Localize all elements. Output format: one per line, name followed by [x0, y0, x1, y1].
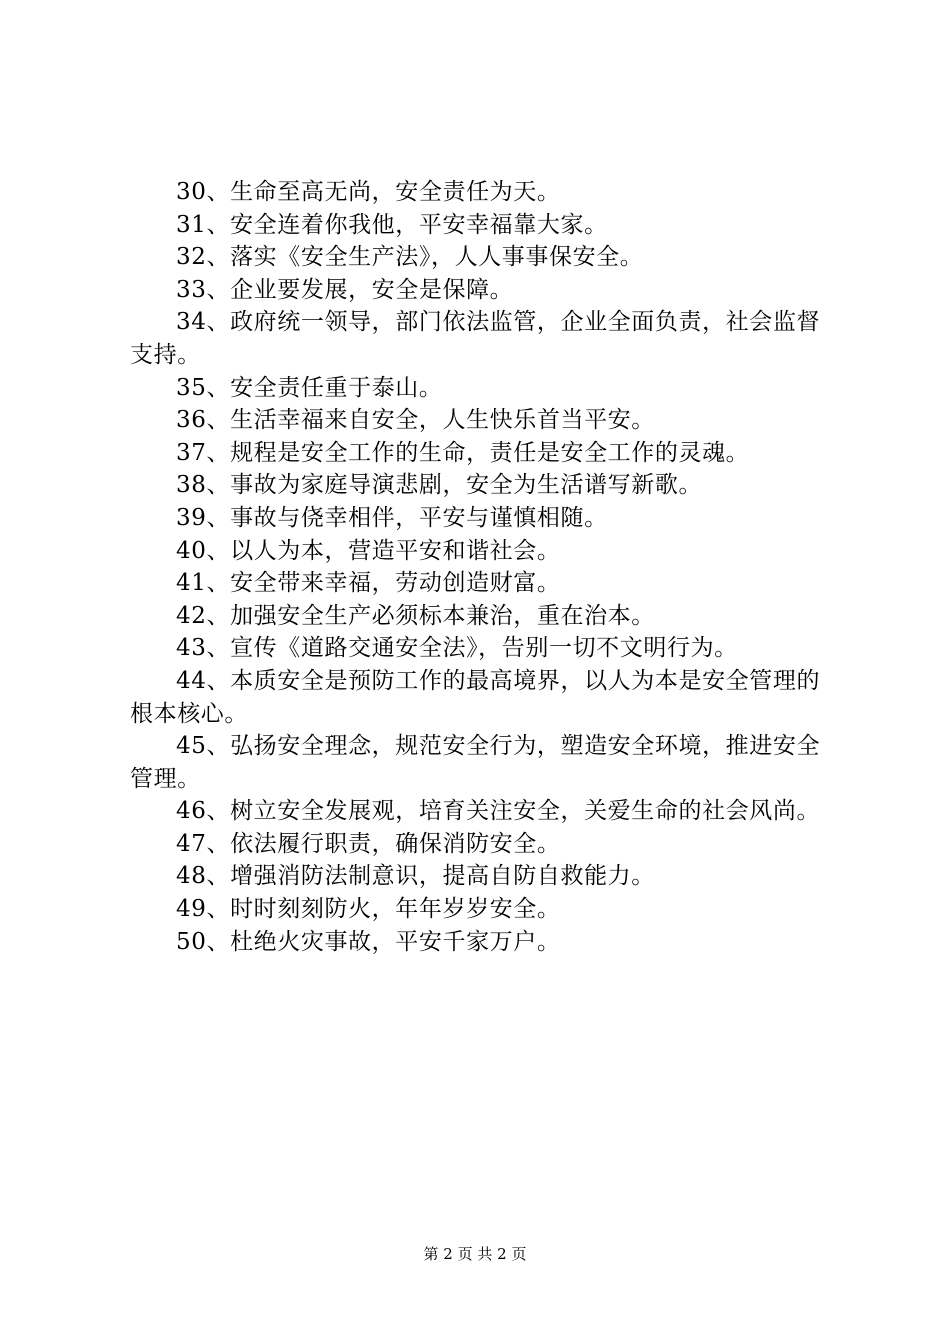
list-item: 45、弘扬安全理念，规范安全行为，塑造安全环境，推进安全管理。 — [130, 733, 821, 792]
list-item: 49、时时刻刻防火，年年岁岁安全。 — [176, 896, 561, 923]
list-item: 33、企业要发展，安全是保障。 — [176, 276, 514, 303]
list-item: 32、落实《安全生产法》，人人事事保安全。 — [176, 244, 644, 271]
page-number-label: 第 2 页 共 2 页 — [423, 1245, 527, 1263]
list-item: 40、以人为本，营造平安和谐社会。 — [176, 537, 561, 564]
slogan-list — [130, 176, 830, 958]
list-item: 46、树立安全发展观，培育关注安全，关爱生命的社会风尚。 — [176, 798, 821, 825]
list-item: 48、增强消防法制意识，提高自防自救能力。 — [176, 863, 655, 890]
list-item: 39、事故与侥幸相伴，平安与谨慎相随。 — [176, 504, 608, 531]
list-item: 41、安全带来幸福，劳动创造财富。 — [176, 570, 561, 597]
page-footer — [0, 1244, 950, 1264]
list-item: 43、宣传《道路交通安全法》，告别一切不文明行为。 — [176, 635, 738, 662]
list-item: 30、生命至高无尚，安全责任为天。 — [176, 179, 561, 205]
list-item: 42、加强安全生产必须标本兼治，重在治本。 — [176, 602, 655, 629]
list-item: 36、生活幸福来自安全，人生快乐首当平安。 — [176, 407, 655, 434]
list-item: 44、本质安全是预防工作的最高境界，以人为本是安全管理的根本核心。 — [130, 667, 821, 727]
list-item: 34、政府统一领导，部门依法监管，企业全面负责，社会监督支持。 — [130, 309, 821, 368]
list-item: 35、安全责任重于泰山。 — [176, 374, 443, 401]
list-item: 38、事故为家庭导演悲剧，安全为生活谱写新歌。 — [176, 472, 703, 499]
list-item: 37、规程是安全工作的生命，责任是安全工作的灵魂。 — [176, 439, 750, 466]
list-item: 50、杜绝火灾事故，平安千家万户。 — [176, 928, 561, 955]
list-item: 47、依法履行职责，确保消防安全。 — [176, 830, 561, 857]
list-item: 31、安全连着你我他，平安幸福靠大家。 — [176, 211, 608, 238]
